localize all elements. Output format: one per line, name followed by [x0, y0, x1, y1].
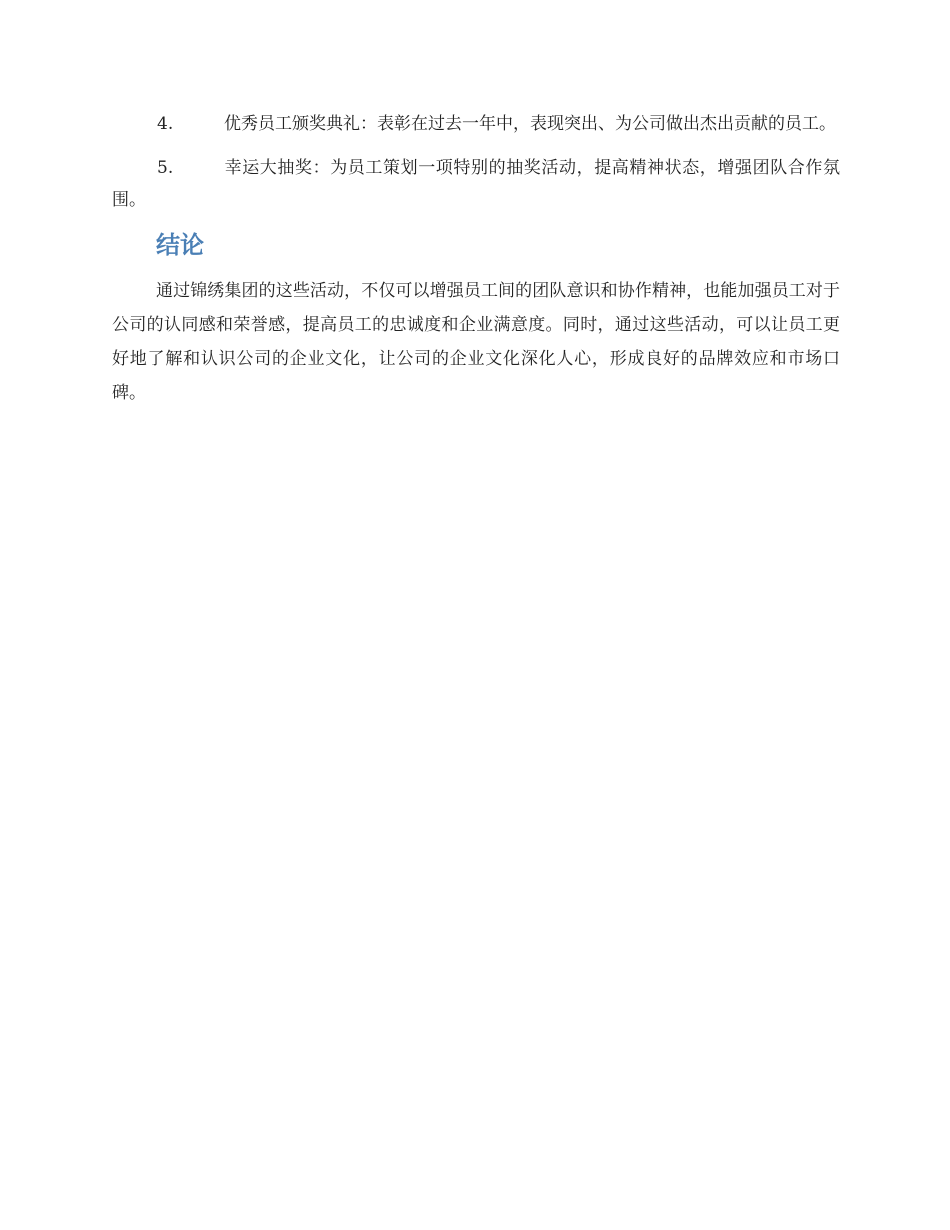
list-number: 4. [157, 114, 174, 134]
conclusion-paragraph: 通过锦绣集团的这些活动，不仅可以增强员工间的团队意识和协作精神，也能加强员工对于公司的认同感和荣誉感，提高员工的忠诚度和企业满意度。同时，通过这些活动，可以让员工更好地了解和认识公司的企业文化，让公司的企业文化深化人心，形成良好的品牌效应和市场口碑。 [112, 281, 840, 403]
list-item-5 [112, 152, 840, 216]
document-page [112, 108, 840, 410]
section-heading-conclusion: 结论 [156, 231, 204, 259]
list-text: 幸运大抽奖：为员工策划一项特别的抽奖活动，提高精神状态，增强团队合作氛围。 [112, 158, 840, 210]
list-number: 5. [157, 158, 174, 178]
list-item-4 [112, 108, 840, 140]
list-text: 优秀员工颁奖典礼：表彰在过去一年中，表现突出、为公司做出杰出贡献的员工。 [224, 114, 836, 134]
